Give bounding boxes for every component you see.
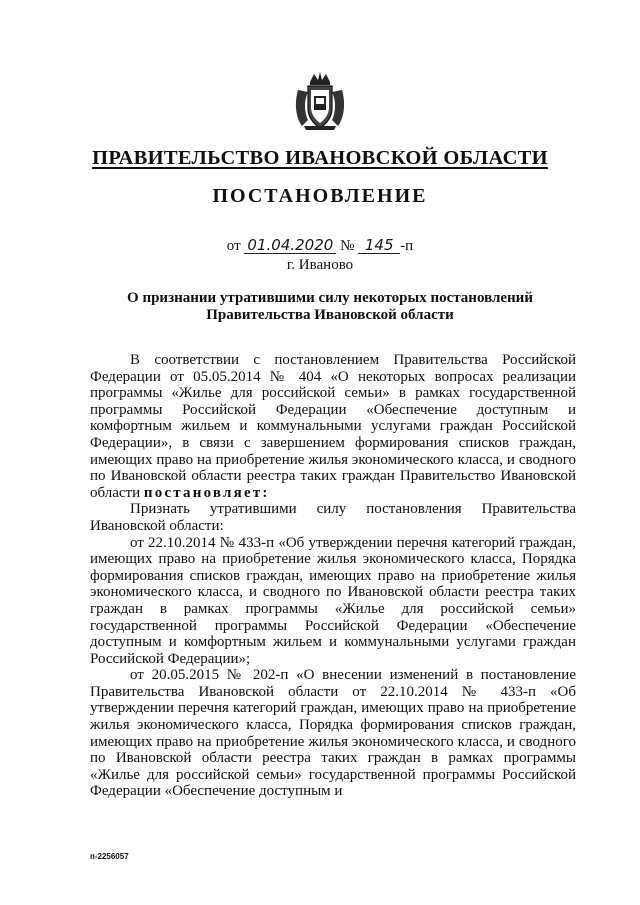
city: г. Иваново	[286, 257, 354, 273]
organization-title: ПРАВИТЕЛЬСТВО ИВАНОВСКОЙ ОБЛАСТИ	[92, 147, 548, 169]
document-body	[90, 352, 576, 800]
paragraph-2: Признать утратившими силу постановления Правительства Ивановской области:	[90, 501, 576, 534]
number-suffix: -п	[400, 238, 414, 254]
number-handwritten: 145	[358, 238, 400, 254]
coat-of-arms-emblem	[292, 70, 348, 132]
date-prefix: от	[226, 238, 241, 254]
paragraph-1: В соответствии с постановлением Правительства Российской Федерации от 05.05.2014 № 404 «О некоторых вопросах реализации программы «Жилье для российской семьи» в рамках государственной программы Российской Федерации «Обеспечение доступным и комфортным жильем и коммунальными услугами граждан Российской Федерации», в связи с завершением формирования списков граждан, имеющих право на приобретение жилья экономического класса, и сводного по Ивановской области реестра таких граждан Правительство Ивановской области постановляет:	[90, 352, 576, 501]
number-prefix: №	[340, 238, 355, 254]
paragraph-4: от 20.05.2015 № 202-п «О внесении изменений в постановление Правительства Ивановской области от 22.10.2014 № 433-п «Об утверждении перечня категорий граждан, имеющих право на приобретение жилья экономического класса, Порядка формирования списков граждан, имеющих право на приобретение жилья экономического класса, и сводного по Ивановской области реестра таких граждан в рамках программы «Жилье для российской семьи» государственной программы Российской Федерации «Обеспечение доступным и	[90, 667, 576, 800]
document-code: п-2256057	[90, 852, 129, 861]
date-handwritten: 01.04.2020	[244, 238, 336, 254]
date-number-line	[0, 237, 640, 255]
document-type: ПОСТАНОВЛЕНИЕ	[212, 185, 428, 207]
document-subject: О признании утратившими силу некоторых постановлений Правительства Ивановской области	[127, 290, 533, 323]
decree-keyword: постановляет:	[143, 484, 270, 501]
paragraph-3: от 22.10.2014 № 433-п «Об утверждении перечня категорий граждан, имеющих право на приобретение жилья экономического класса, Порядка формирования списков граждан, имеющих право на приобретение жилья экономического класса, и сводного по Ивановской области реестра таких граждан в рамках программы «Жилье для российской семьи» государственной программы Российской Федерации «Обеспечение доступным и комфортным жильем и коммунальными услугами граждан Российской Федерации»;	[90, 534, 576, 667]
